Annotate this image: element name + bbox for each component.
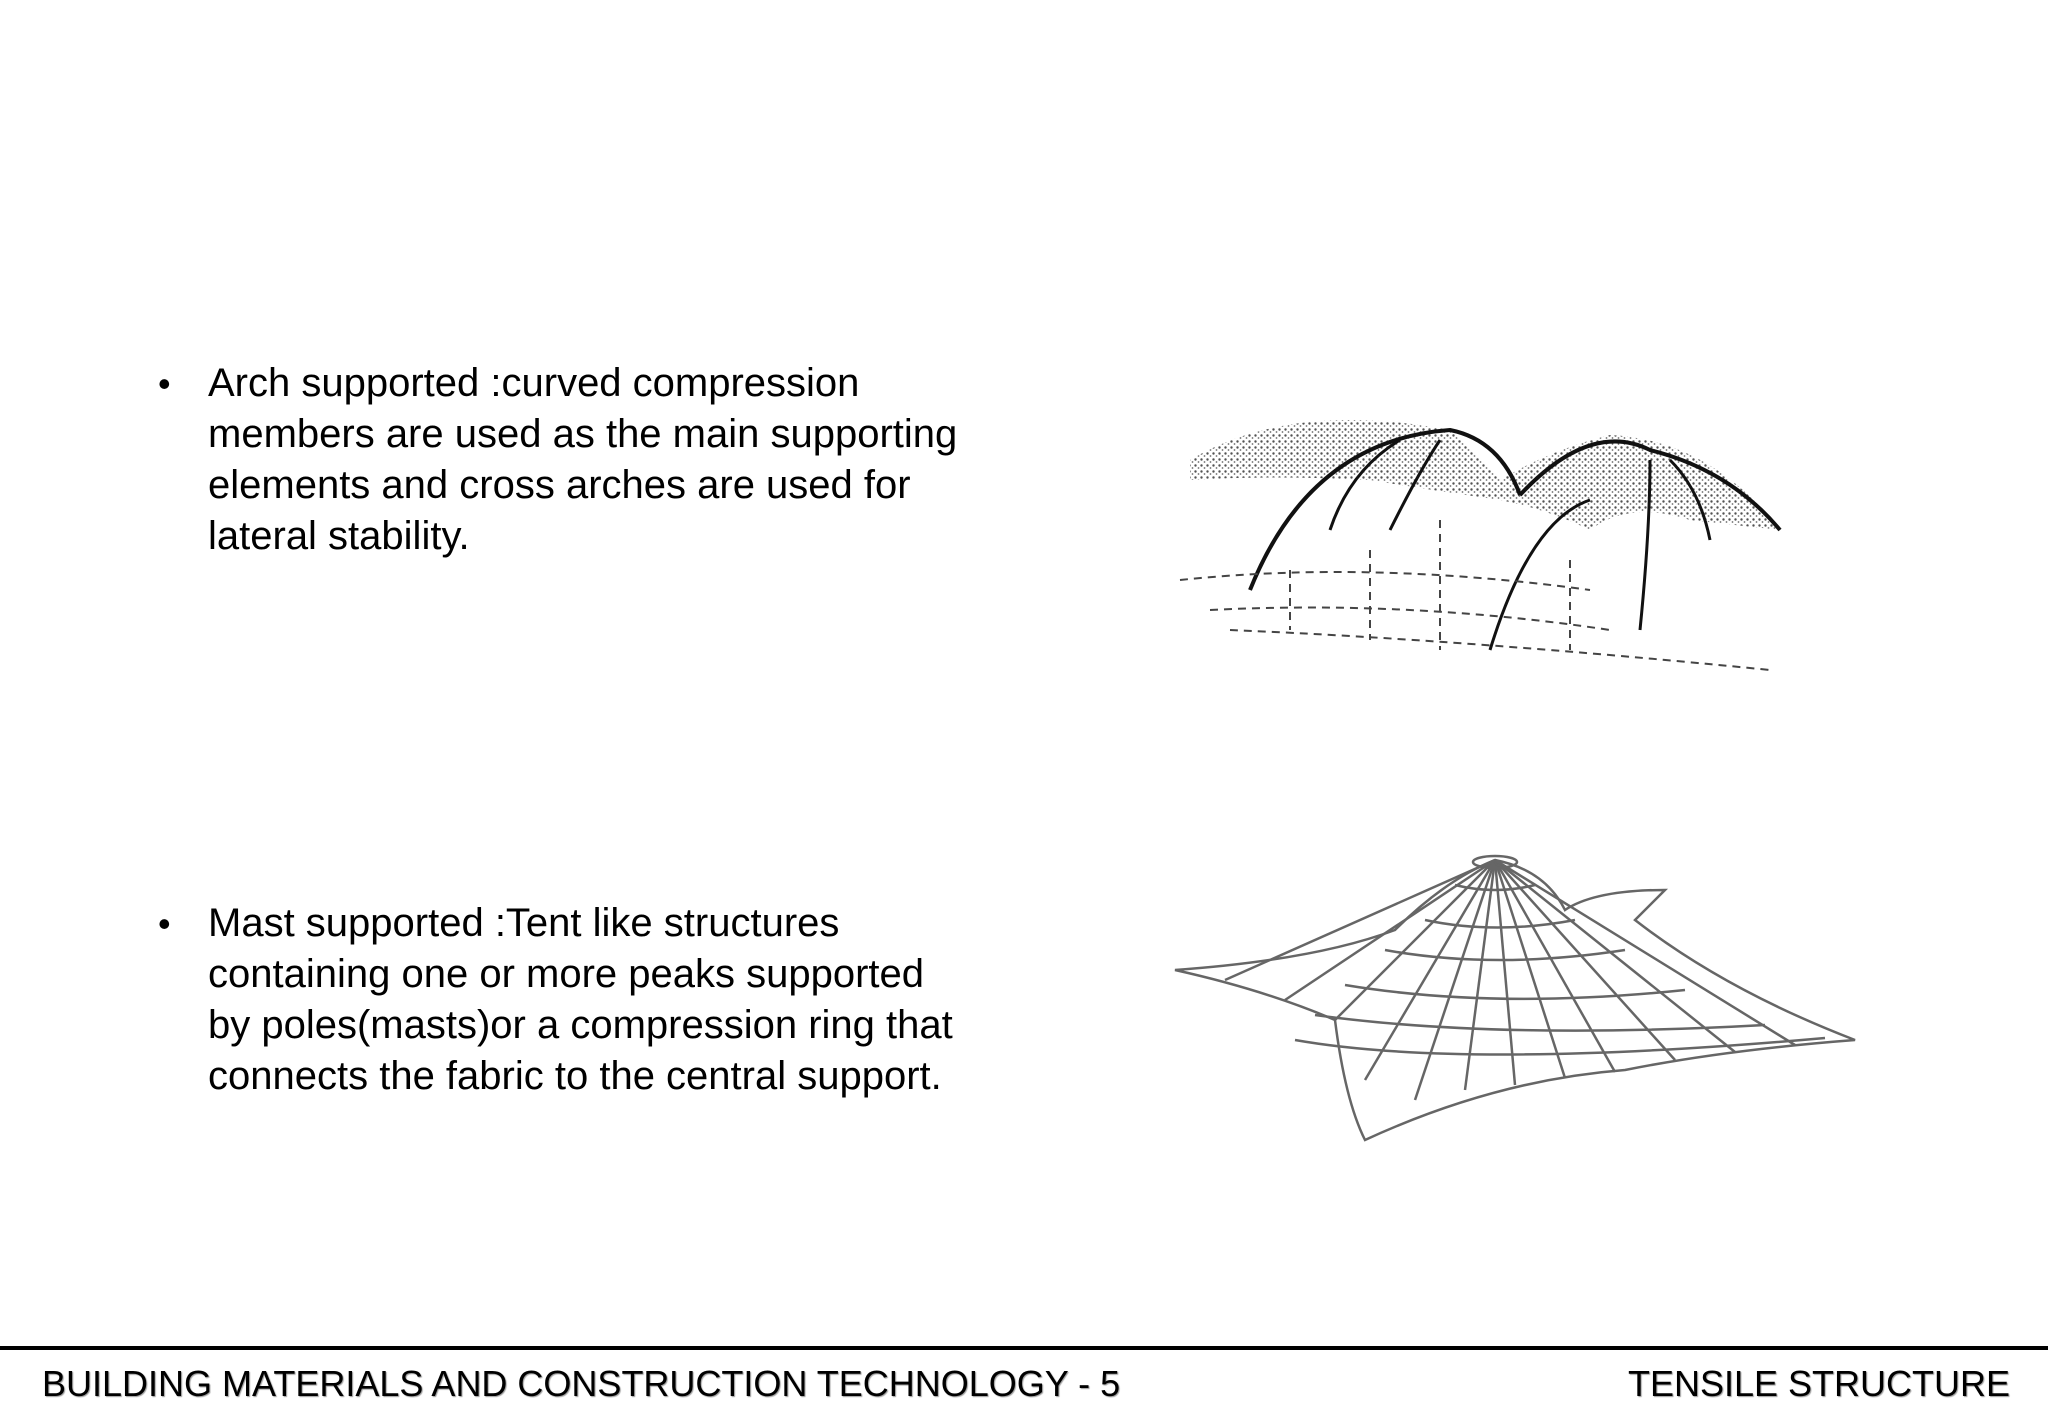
mast-structure-illustration xyxy=(1165,840,1885,1170)
bullet-text xyxy=(208,898,1050,1102)
bullet-marker: • xyxy=(158,363,171,404)
bullet-arch-supported xyxy=(150,358,1050,562)
bullet-line: Mast supported :Tent like structures xyxy=(208,901,840,945)
bullet-line: lateral stability. xyxy=(208,514,470,558)
arch-structure-illustration xyxy=(1170,380,1870,700)
bullet-line: connects the fabric to the central support. xyxy=(208,1054,942,1098)
bullet-marker: • xyxy=(158,903,171,944)
footer-topic-title: TENSILE STRUCTURE xyxy=(1627,1363,2010,1404)
bullet-line: containing one or more peaks supported xyxy=(208,952,925,996)
footer-divider xyxy=(0,1346,2048,1350)
bullet-mast-supported xyxy=(150,898,1050,1102)
footer-course-title: BUILDING MATERIALS AND CONSTRUCTION TECHNOLOGY - 5 xyxy=(42,1363,1121,1404)
bullet-line: members are used as the main supporting xyxy=(208,412,958,456)
bullet-line: Arch supported :curved compression xyxy=(208,361,860,405)
bullet-line: elements and cross arches are used for xyxy=(208,463,911,507)
bullet-text xyxy=(208,358,1050,562)
bullet-line: by poles(masts)or a compression ring that xyxy=(208,1003,953,1047)
